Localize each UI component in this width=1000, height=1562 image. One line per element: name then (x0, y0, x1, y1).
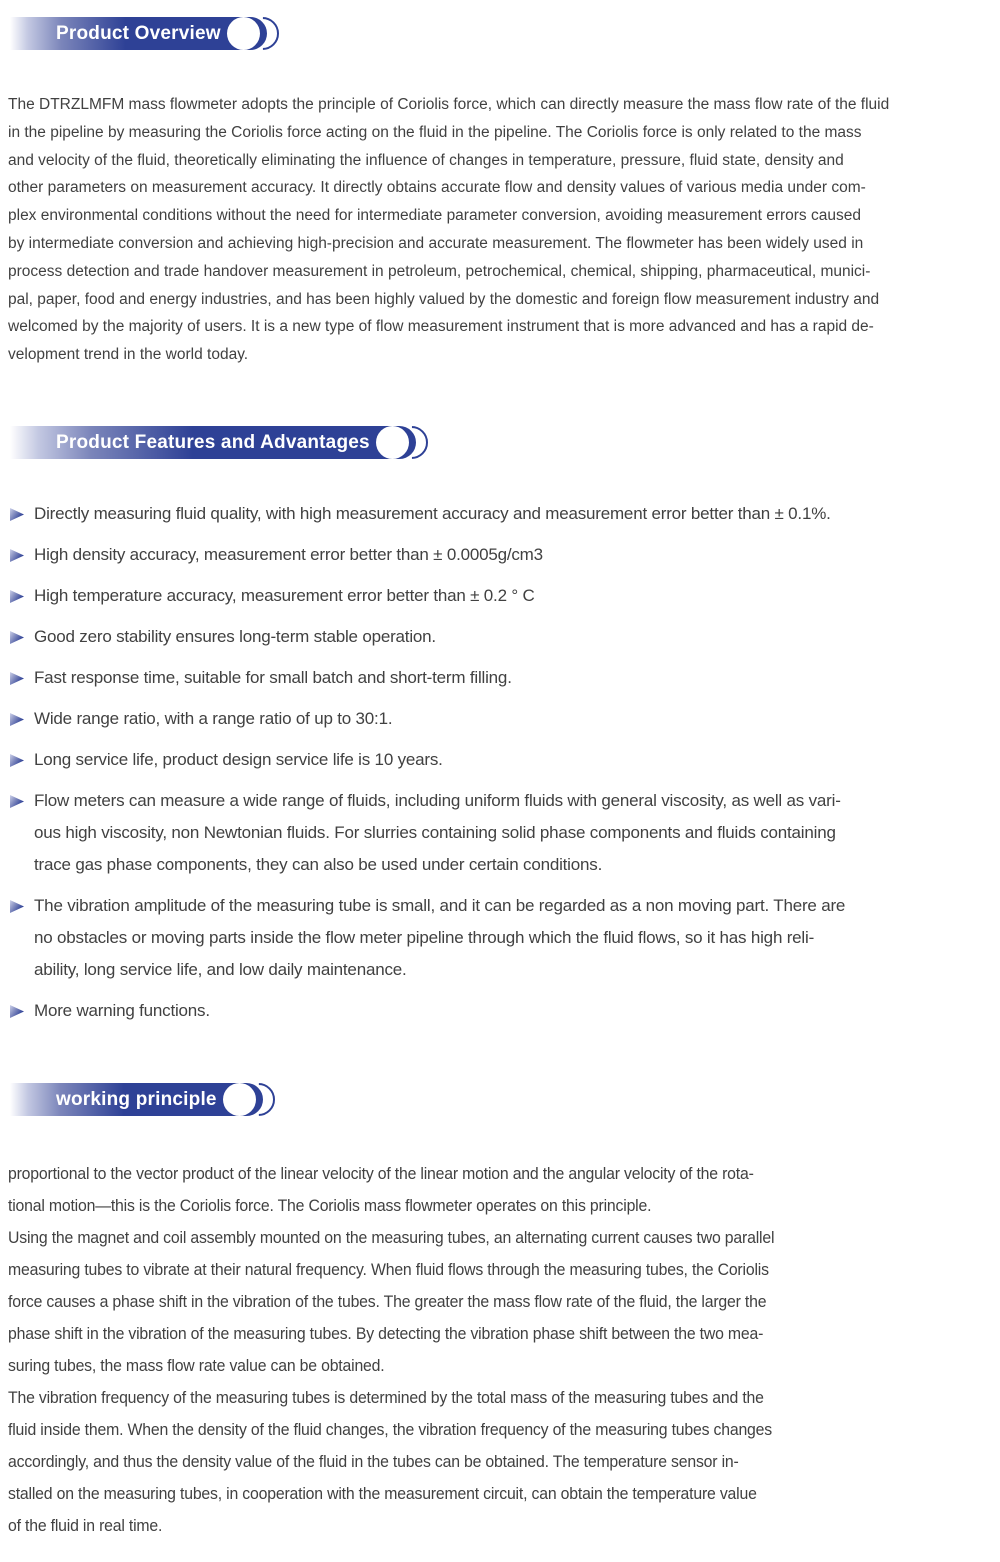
text-line: stalled on the measuring tubes, in cooperation with the measurement circuit, can obtain the temperature value (8, 1483, 757, 1503)
text-line: The vibration amplitude of the measuring tube is small, and it can be regarded as a non moving part. There are (34, 895, 846, 915)
feature-item (10, 662, 992, 694)
text-line: ability, long service life, and low daily maintenance. (34, 959, 407, 979)
text-line: Wide range ratio, with a range ratio of up to 30:1. (34, 708, 393, 728)
text-line: other parameters on measurement accuracy. It directly obtains accurate flow and density values of various media under com- (8, 179, 866, 197)
arrow-bullet-icon (10, 672, 24, 685)
text-line: High density accuracy, measurement error better than ± 0.0005g/cm3 (34, 544, 543, 564)
text-line: More warning functions. (34, 1000, 210, 1020)
arrow-bullet-icon (10, 508, 24, 521)
text-line: in the pipeline by measuring the Coriolis force acting on the fluid in the pipeline. The Coriolis force is only related to the mass (8, 123, 862, 141)
text-line: Directly measuring fluid quality, with high measurement accuracy and measurement error better than ± 0.1%. (34, 503, 831, 523)
section-heading-features (10, 426, 416, 459)
feature-item (10, 890, 992, 986)
feature-item (10, 744, 992, 776)
text-line: ous high viscosity, non Newtonian fluids. For slurries containing solid phase components and fluids containing (34, 822, 836, 842)
text-line: trace gas phase components, they can also be used under certain conditions. (34, 854, 603, 874)
feature-item (10, 995, 992, 1027)
arrow-bullet-icon (10, 754, 24, 767)
text-line: and velocity of the fluid, theoretically eliminating the influence of changes in temperature, pressure, fluid state, density and (8, 151, 844, 169)
text-line: The vibration frequency of the measuring tubes is determined by the total mass of the measuring tubes and the (8, 1387, 764, 1407)
feature-item (10, 703, 992, 735)
text-line: Flow meters can measure a wide range of fluids, including uniform fluids with general viscosity, as well as vari- (34, 790, 841, 810)
feature-text (34, 995, 210, 1027)
arrow-bullet-icon (10, 549, 24, 562)
feature-text (34, 498, 831, 530)
section-heading-product-overview (10, 17, 267, 50)
feature-text (34, 703, 392, 735)
text-line: by intermediate conversion and achieving high-precision and accurate measurement. The flowmeter has been widely used in (8, 234, 864, 252)
text-line: plex environmental conditions without the need for intermediate parameter conversion, avoiding measurement errors caused (8, 207, 861, 225)
text-line: proportional to the vector product of the linear velocity of the linear motion and the angular velocity of the rota- (8, 1163, 754, 1183)
text-line: suring tubes, the mass flow rate value can be obtained. (8, 1355, 385, 1375)
arrow-bullet-icon (10, 795, 24, 808)
section-heading-label: Product Features and Advantages (56, 431, 370, 453)
text-line: pal, paper, food and energy industries, and has been highly valued by the domestic and foreign flow measurement industry and (8, 290, 880, 308)
text-line: tional motion—this is the Coriolis force. The Coriolis mass flowmeter operates on this principle. (8, 1195, 652, 1215)
feature-text (34, 662, 512, 694)
section-heading-label: Product Overview (56, 23, 221, 44)
section-heading-working-principle (10, 1083, 263, 1116)
text-line: measuring tubes to vibrate at their natural frequency. When fluid flows through the measuring tubes, the Coriolis (8, 1259, 769, 1279)
text-line: Long service life, product design service life is 10 years. (34, 749, 443, 769)
feature-item (10, 785, 992, 881)
arrow-bullet-icon (10, 900, 24, 913)
text-line: accordingly, and thus the density value of the fluid in the tubes can be obtained. The temperature sensor in- (8, 1451, 739, 1471)
feature-text (34, 621, 436, 653)
text-line: welcomed by the majority of users. It is a new type of flow measurement instrument that is more advanced and has a rapid de- (8, 318, 874, 336)
text-line: process detection and trade handover measurement in petroleum, petrochemical, chemical, shipping, pharmaceutical, munici- (8, 262, 871, 280)
feature-text (34, 890, 845, 986)
feature-item (10, 580, 992, 612)
text-line: velopment trend in the world today. (8, 346, 249, 364)
crescent-arc-icon (242, 1083, 275, 1116)
feature-item (10, 539, 992, 571)
text-line: Fast response time, suitable for small batch and short-term filling. (34, 667, 512, 687)
section-heading-label: working principle (56, 1088, 217, 1110)
crescent-arc-icon (395, 426, 428, 459)
feature-text (34, 539, 543, 571)
crescent-arc-icon (246, 17, 279, 50)
text-line: no obstacles or moving parts inside the flow meter pipeline through which the fluid flows, so it has high reli- (34, 927, 815, 947)
arrow-bullet-icon (10, 1005, 24, 1018)
text-line: The DTRZLMFM mass flowmeter adopts the principle of Coriolis force, which can directly measure the mass flow rate of the fluid (8, 96, 890, 113)
feature-text (34, 580, 535, 612)
arrow-bullet-icon (10, 590, 24, 603)
text-line: force causes a phase shift in the vibration of the tubes. The greater the mass flow rate of the fluid, the larger the (8, 1291, 767, 1311)
feature-item (10, 621, 992, 653)
arrow-bullet-icon (10, 713, 24, 726)
feature-list (10, 498, 992, 1027)
arrow-bullet-icon (10, 631, 24, 644)
feature-text (34, 785, 841, 881)
text-line: phase shift in the vibration of the measuring tubes. By detecting the vibration phase shift between the two mea- (8, 1323, 764, 1343)
text-line: of the fluid in real time. (8, 1515, 163, 1535)
feature-text (34, 744, 443, 776)
text-line: fluid inside them. When the density of the fluid changes, the vibration frequency of the measuring tubes changes (8, 1419, 772, 1439)
text-line: Using the magnet and coil assembly mounted on the measuring tubes, an alternating current causes two parallel (8, 1227, 775, 1247)
text-line: High temperature accuracy, measurement error better than ± 0.2 ° C (34, 585, 535, 605)
working-principle-paragraph (8, 1158, 999, 1542)
overview-paragraph (8, 91, 992, 369)
text-line: Good zero stability ensures long-term stable operation. (34, 626, 436, 646)
feature-item (10, 498, 992, 530)
